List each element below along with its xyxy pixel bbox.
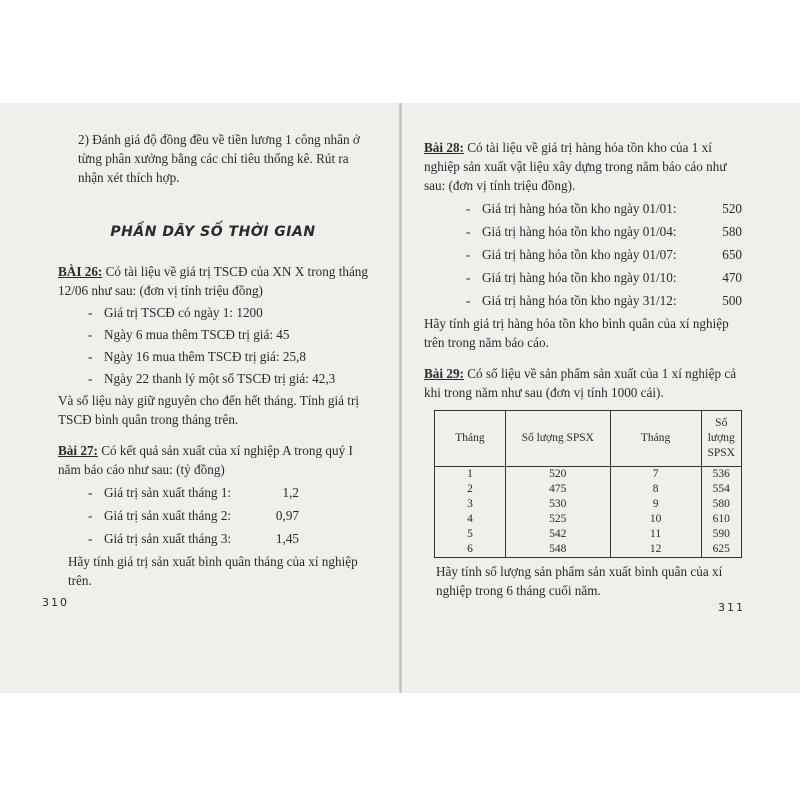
table-header-cell: Số lượng SPSX <box>701 411 742 467</box>
intro-paragraph: 2) Đánh giá độ đồng đều về tiền lương 1 công nhân ở từng phân xưởng bằng các chỉ tiêu thống kê. Rút ra nhận xét thích hợp. <box>78 132 360 185</box>
list-item <box>482 199 742 218</box>
table-cell: 5 <box>435 527 506 542</box>
table-cell: 554 <box>701 482 742 497</box>
table-row <box>435 497 742 512</box>
left-page <box>58 130 368 590</box>
table-cell: 1 <box>435 467 506 483</box>
right-page <box>424 138 750 600</box>
list-item: - Ngày 16 mua thêm TSCĐ trị giá: 25,8 <box>104 347 368 366</box>
ex26-after: Và số liệu này giữ nguyên cho đến hết tháng. Tính giá trị TSCĐ bình quân trong tháng trên. <box>58 393 359 427</box>
list-item <box>104 483 299 502</box>
ex27-list <box>104 483 299 548</box>
ex28-paragraph <box>424 138 750 195</box>
table-cell: 8 <box>610 482 701 497</box>
item-label: - Giá trị hàng hóa tồn kho ngày 01/10: <box>482 270 677 285</box>
page-number-left: 310 <box>42 596 69 609</box>
book-gutter <box>399 103 402 693</box>
list-item: - Ngày 6 mua thêm TSCĐ trị giá: 45 <box>104 325 368 344</box>
ex26-list <box>104 303 368 388</box>
item-value: 650 <box>722 247 742 262</box>
table-cell: 536 <box>701 467 742 483</box>
table-cell: 525 <box>505 512 610 527</box>
ex28-heading: Bài 28: <box>424 140 464 155</box>
list-item <box>482 245 742 264</box>
item-value: 580 <box>722 224 742 239</box>
table-cell: 530 <box>505 497 610 512</box>
table-cell: 520 <box>505 467 610 483</box>
ex28-text: Có tài liệu về giá trị hàng hóa tồn kho của 1 xí nghiệp sản xuất vật liệu xây dựng trong năm báo cáo như sau: (đơn vị tính triệu đồng). <box>424 140 727 193</box>
table-cell: 610 <box>701 512 742 527</box>
ex29-text: Có số liệu về sản phẩm sản xuất của 1 xí nghiệp cả khi trong năm như sau (đơn vị tính 1000 cái). <box>424 366 737 400</box>
ex29-paragraph <box>424 364 750 402</box>
ex26-text: Có tài liệu về giá trị TSCĐ của XN X trong tháng 12/06 như sau: (đơn vị tính triệu đồng) <box>58 264 368 298</box>
item-value: 500 <box>722 293 742 308</box>
table-cell: 6 <box>435 542 506 558</box>
table-row <box>435 512 742 527</box>
table-cell: 590 <box>701 527 742 542</box>
table-header-cell: Số lượng SPSX <box>505 411 610 467</box>
item-label: - Giá trị sản xuất tháng 2: <box>104 508 232 523</box>
table-cell: 12 <box>610 542 701 558</box>
list-item <box>482 291 742 310</box>
table-cell: 580 <box>701 497 742 512</box>
ex27-after: Hãy tính giá trị sản xuất bình quân tháng của xí nghiệp trên. <box>68 554 358 588</box>
item-value: 1,45 <box>275 531 299 546</box>
ex29-heading: Bài 29: <box>424 366 464 381</box>
list-item <box>104 506 299 525</box>
list-item <box>482 222 742 241</box>
ex26-paragraph <box>58 262 368 300</box>
table-row <box>435 467 742 483</box>
table-cell: 9 <box>610 497 701 512</box>
section-title: PHẦN DÃY SỐ THỜI GIAN <box>110 224 316 240</box>
table-header-cell: Tháng <box>610 411 701 467</box>
page-number-right: 311 <box>718 601 745 614</box>
table-cell: 4 <box>435 512 506 527</box>
item-label: - Giá trị hàng hóa tồn kho ngày 31/12: <box>482 293 677 308</box>
ex27-text: Có kết quả sản xuất của xí nghiệp A trong quý I năm báo cáo như sau: (tỷ đồng) <box>58 443 353 477</box>
table-row <box>435 542 742 558</box>
item-value: 1,2 <box>282 485 299 500</box>
ex26-heading: BÀI 26: <box>58 264 103 279</box>
table-cell: 7 <box>610 467 701 483</box>
item-label: - Giá trị hàng hóa tồn kho ngày 01/01: <box>482 201 677 216</box>
item-value: 0,97 <box>275 508 299 523</box>
table-cell: 11 <box>610 527 701 542</box>
item-label: - Giá trị sản xuất tháng 1: <box>104 485 232 500</box>
list-item: - Giá trị TSCĐ có ngày 1: 1200 <box>104 303 368 322</box>
table-cell: 625 <box>701 542 742 558</box>
ex27-paragraph <box>58 441 368 479</box>
table-cell: 542 <box>505 527 610 542</box>
ex27-heading: Bài 27: <box>58 443 98 458</box>
table-row <box>435 527 742 542</box>
table-cell: 3 <box>435 497 506 512</box>
list-item <box>104 529 299 548</box>
table-cell: 10 <box>610 512 701 527</box>
production-table <box>434 410 742 558</box>
item-label: - Giá trị hàng hóa tồn kho ngày 01/07: <box>482 247 677 262</box>
item-value: 470 <box>722 270 742 285</box>
item-label: - Giá trị sản xuất tháng 3: <box>104 531 232 546</box>
table-cell: 475 <box>505 482 610 497</box>
ex28-after: Hãy tính giá trị hàng hóa tồn kho bình quân của xí nghiệp trên trong năm báo cáo. <box>424 316 729 350</box>
table-header-cell: Tháng <box>435 411 506 467</box>
ex29-after: Hãy tính số lượng sản phẩm sản xuất bình quân của xí nghiệp trong 6 tháng cuối năm. <box>436 564 723 598</box>
table-row <box>435 482 742 497</box>
table-cell: 548 <box>505 542 610 558</box>
table-cell: 2 <box>435 482 506 497</box>
item-value: 520 <box>722 201 742 216</box>
list-item: - Ngày 22 thanh lý một số TSCĐ trị giá: 42,3 <box>104 369 368 388</box>
table-header-row <box>435 411 742 467</box>
list-item <box>482 268 742 287</box>
ex28-list <box>482 199 742 310</box>
item-label: - Giá trị hàng hóa tồn kho ngày 01/04: <box>482 224 677 239</box>
